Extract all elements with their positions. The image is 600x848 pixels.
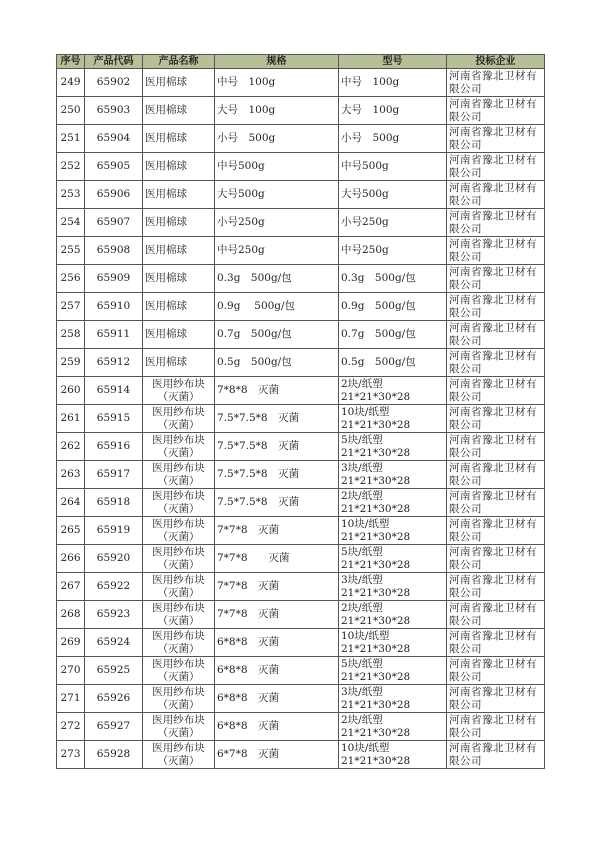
bidding-company-cell: 河南省豫北卫材有限公司	[447, 321, 545, 349]
row-index-cell: 262	[57, 433, 85, 461]
bidding-company-cell: 河南省豫北卫材有限公司	[447, 685, 545, 713]
product-name-cell: 医用纱布块 （灭菌）	[143, 517, 215, 545]
product-name-cell: 医用纱布块 （灭菌）	[143, 405, 215, 433]
model-cell: 10块/纸塑 21*21*30*28	[339, 405, 447, 433]
bidding-company-cell: 河南省豫北卫材有限公司	[447, 209, 545, 237]
product-name-cell: 医用棉球	[143, 181, 215, 209]
bidding-company-cell: 河南省豫北卫材有限公司	[447, 741, 545, 769]
table-row	[57, 349, 545, 377]
table-row	[57, 601, 545, 629]
product-name-cell: 医用棉球	[143, 209, 215, 237]
bidding-company-cell: 河南省豫北卫材有限公司	[447, 573, 545, 601]
row-index-cell: 253	[57, 181, 85, 209]
product-name-cell: 医用棉球	[143, 237, 215, 265]
bidding-company-cell: 河南省豫北卫材有限公司	[447, 713, 545, 741]
bidding-company-cell: 河南省豫北卫材有限公司	[447, 153, 545, 181]
product-code-cell: 65912	[85, 349, 143, 377]
product-code-cell: 65919	[85, 517, 143, 545]
product-code-cell: 65909	[85, 265, 143, 293]
row-index-cell: 268	[57, 601, 85, 629]
row-index-cell: 263	[57, 461, 85, 489]
product-code-cell: 65917	[85, 461, 143, 489]
model-cell: 5块/纸塑 21*21*30*28	[339, 657, 447, 685]
specification-cell: 6*8*8 灭菌	[215, 629, 339, 657]
specification-cell: 中号 100g	[215, 69, 339, 97]
header-product-code: 产品代码	[85, 55, 143, 69]
row-index-cell: 267	[57, 573, 85, 601]
row-index-cell: 258	[57, 321, 85, 349]
product-name-cell: 医用纱布块 （灭菌）	[143, 377, 215, 405]
product-name-cell: 医用棉球	[143, 293, 215, 321]
row-index-cell: 266	[57, 545, 85, 573]
product-name-cell: 医用纱布块 （灭菌）	[143, 545, 215, 573]
product-code-cell: 65911	[85, 321, 143, 349]
model-cell: 2块/纸塑 21*21*30*28	[339, 377, 447, 405]
model-cell: 中号500g	[339, 153, 447, 181]
specification-cell: 7*7*8 灭菌	[215, 517, 339, 545]
bidding-company-cell: 河南省豫北卫材有限公司	[447, 405, 545, 433]
bidding-company-cell: 河南省豫北卫材有限公司	[447, 601, 545, 629]
product-name-cell: 医用棉球	[143, 97, 215, 125]
product-name-cell: 医用纱布块 （灭菌）	[143, 433, 215, 461]
row-index-cell: 250	[57, 97, 85, 125]
specification-cell: 0.9g 500g/包	[215, 293, 339, 321]
product-code-cell: 65916	[85, 433, 143, 461]
model-cell: 5块/纸塑 21*21*30*28	[339, 433, 447, 461]
product-name-cell: 医用棉球	[143, 265, 215, 293]
product-code-cell: 65927	[85, 713, 143, 741]
bidding-company-cell: 河南省豫北卫材有限公司	[447, 517, 545, 545]
product-code-cell: 65906	[85, 181, 143, 209]
model-cell: 3块/纸塑 21*21*30*28	[339, 461, 447, 489]
bidding-company-cell: 河南省豫北卫材有限公司	[447, 489, 545, 517]
product-code-cell: 65914	[85, 377, 143, 405]
model-cell: 大号 100g	[339, 97, 447, 125]
specification-cell: 6*8*8 灭菌	[215, 657, 339, 685]
product-code-cell: 65904	[85, 125, 143, 153]
model-cell: 中号250g	[339, 237, 447, 265]
model-cell: 2块/纸塑 21*21*30*28	[339, 601, 447, 629]
product-code-cell: 65925	[85, 657, 143, 685]
product-name-cell: 医用棉球	[143, 69, 215, 97]
table-row	[57, 69, 545, 97]
product-table	[56, 54, 545, 769]
table-row	[57, 97, 545, 125]
bidding-company-cell: 河南省豫北卫材有限公司	[447, 237, 545, 265]
product-name-cell: 医用棉球	[143, 153, 215, 181]
model-cell: 小号 500g	[339, 125, 447, 153]
bidding-company-cell: 河南省豫北卫材有限公司	[447, 657, 545, 685]
model-cell: 小号250g	[339, 209, 447, 237]
table-row	[57, 237, 545, 265]
specification-cell: 7.5*7.5*8 灭菌	[215, 461, 339, 489]
specification-cell: 7*7*8 灭菌	[215, 545, 339, 573]
specification-cell: 小号 500g	[215, 125, 339, 153]
row-index-cell: 260	[57, 377, 85, 405]
specification-cell: 6*8*8 灭菌	[215, 713, 339, 741]
bidding-company-cell: 河南省豫北卫材有限公司	[447, 433, 545, 461]
row-index-cell: 257	[57, 293, 85, 321]
specification-cell: 7.5*7.5*8 灭菌	[215, 405, 339, 433]
row-index-cell: 265	[57, 517, 85, 545]
model-cell: 0.9g 500g/包	[339, 293, 447, 321]
product-name-cell: 医用纱布块 （灭菌）	[143, 629, 215, 657]
row-index-cell: 272	[57, 713, 85, 741]
specification-cell: 6*7*8 灭菌	[215, 741, 339, 769]
header-specification: 规格	[215, 55, 339, 69]
product-code-cell: 65924	[85, 629, 143, 657]
table-row	[57, 545, 545, 573]
row-index-cell: 273	[57, 741, 85, 769]
model-cell: 3块/纸塑 21*21*30*28	[339, 685, 447, 713]
table-row	[57, 433, 545, 461]
specification-cell: 中号500g	[215, 153, 339, 181]
bidding-company-cell: 河南省豫北卫材有限公司	[447, 97, 545, 125]
specification-cell: 大号 100g	[215, 97, 339, 125]
specification-cell: 7.5*7.5*8 灭菌	[215, 489, 339, 517]
table-row	[57, 573, 545, 601]
model-cell: 5块/纸塑 21*21*30*28	[339, 545, 447, 573]
table-row	[57, 629, 545, 657]
product-code-cell: 65923	[85, 601, 143, 629]
specification-cell: 0.7g 500g/包	[215, 321, 339, 349]
product-code-cell: 65926	[85, 685, 143, 713]
row-index-cell: 269	[57, 629, 85, 657]
row-index-cell: 270	[57, 657, 85, 685]
header-model: 型号	[339, 55, 447, 69]
header-index: 序号	[57, 55, 85, 69]
table-row	[57, 125, 545, 153]
bidding-company-cell: 河南省豫北卫材有限公司	[447, 545, 545, 573]
row-index-cell: 249	[57, 69, 85, 97]
model-cell: 0.3g 500g/包	[339, 265, 447, 293]
model-cell: 3块/纸塑 21*21*30*28	[339, 573, 447, 601]
model-cell: 10块/纸塑 21*21*30*28	[339, 517, 447, 545]
product-name-cell: 医用纱布块 （灭菌）	[143, 573, 215, 601]
product-code-cell: 65928	[85, 741, 143, 769]
product-name-cell: 医用纱布块 （灭菌）	[143, 741, 215, 769]
specification-cell: 7*8*8 灭菌	[215, 377, 339, 405]
specification-cell: 中号250g	[215, 237, 339, 265]
model-cell: 10块/纸塑 21*21*30*28	[339, 741, 447, 769]
row-index-cell: 254	[57, 209, 85, 237]
table-row	[57, 489, 545, 517]
model-cell: 2块/纸塑 21*21*30*28	[339, 713, 447, 741]
table-body	[57, 69, 545, 769]
specification-cell: 6*8*8 灭菌	[215, 685, 339, 713]
bidding-company-cell: 河南省豫北卫材有限公司	[447, 377, 545, 405]
product-name-cell: 医用纱布块 （灭菌）	[143, 713, 215, 741]
product-code-cell: 65902	[85, 69, 143, 97]
header-bidding-company: 投标企业	[447, 55, 545, 69]
row-index-cell: 252	[57, 153, 85, 181]
product-name-cell: 医用棉球	[143, 125, 215, 153]
specification-cell: 大号500g	[215, 181, 339, 209]
specification-cell: 0.3g 500g/包	[215, 265, 339, 293]
bidding-company-cell: 河南省豫北卫材有限公司	[447, 629, 545, 657]
model-cell: 大号500g	[339, 181, 447, 209]
table-row	[57, 153, 545, 181]
table-row	[57, 321, 545, 349]
product-code-cell: 65907	[85, 209, 143, 237]
bidding-company-cell: 河南省豫北卫材有限公司	[447, 461, 545, 489]
table-row	[57, 685, 545, 713]
table-row	[57, 377, 545, 405]
specification-cell: 小号250g	[215, 209, 339, 237]
bidding-company-cell: 河南省豫北卫材有限公司	[447, 293, 545, 321]
product-name-cell: 医用棉球	[143, 349, 215, 377]
product-code-cell: 65920	[85, 545, 143, 573]
row-index-cell: 261	[57, 405, 85, 433]
product-code-cell: 65910	[85, 293, 143, 321]
specification-cell: 0.5g 500g/包	[215, 349, 339, 377]
product-name-cell: 医用纱布块 （灭菌）	[143, 685, 215, 713]
product-name-cell: 医用纱布块 （灭菌）	[143, 489, 215, 517]
table-row	[57, 181, 545, 209]
product-name-cell: 医用纱布块 （灭菌）	[143, 601, 215, 629]
specification-cell: 7.5*7.5*8 灭菌	[215, 433, 339, 461]
specification-cell: 7*7*8 灭菌	[215, 601, 339, 629]
row-index-cell: 259	[57, 349, 85, 377]
header-row	[57, 55, 545, 69]
bidding-company-cell: 河南省豫北卫材有限公司	[447, 69, 545, 97]
product-code-cell: 65905	[85, 153, 143, 181]
specification-cell: 7*7*8 灭菌	[215, 573, 339, 601]
table-row	[57, 741, 545, 769]
row-index-cell: 255	[57, 237, 85, 265]
product-code-cell: 65915	[85, 405, 143, 433]
bidding-company-cell: 河南省豫北卫材有限公司	[447, 125, 545, 153]
product-name-cell: 医用纱布块 （灭菌）	[143, 461, 215, 489]
model-cell: 0.7g 500g/包	[339, 321, 447, 349]
table-row	[57, 405, 545, 433]
model-cell: 10块/纸塑 21*21*30*28	[339, 629, 447, 657]
product-code-cell: 65918	[85, 489, 143, 517]
model-cell: 中号 100g	[339, 69, 447, 97]
model-cell: 2块/纸塑 21*21*30*28	[339, 489, 447, 517]
table-row	[57, 461, 545, 489]
product-name-cell: 医用棉球	[143, 321, 215, 349]
product-code-cell: 65903	[85, 97, 143, 125]
row-index-cell: 264	[57, 489, 85, 517]
product-code-cell: 65922	[85, 573, 143, 601]
table-row	[57, 265, 545, 293]
row-index-cell: 271	[57, 685, 85, 713]
table-row	[57, 209, 545, 237]
row-index-cell: 251	[57, 125, 85, 153]
bidding-company-cell: 河南省豫北卫材有限公司	[447, 181, 545, 209]
bidding-company-cell: 河南省豫北卫材有限公司	[447, 349, 545, 377]
table-row	[57, 517, 545, 545]
header-product-name: 产品名称	[143, 55, 215, 69]
table-row	[57, 293, 545, 321]
table-row	[57, 657, 545, 685]
bidding-company-cell: 河南省豫北卫材有限公司	[447, 265, 545, 293]
product-code-cell: 65908	[85, 237, 143, 265]
row-index-cell: 256	[57, 265, 85, 293]
table-row	[57, 713, 545, 741]
table-header	[57, 55, 545, 69]
model-cell: 0.5g 500g/包	[339, 349, 447, 377]
product-name-cell: 医用纱布块 （灭菌）	[143, 657, 215, 685]
